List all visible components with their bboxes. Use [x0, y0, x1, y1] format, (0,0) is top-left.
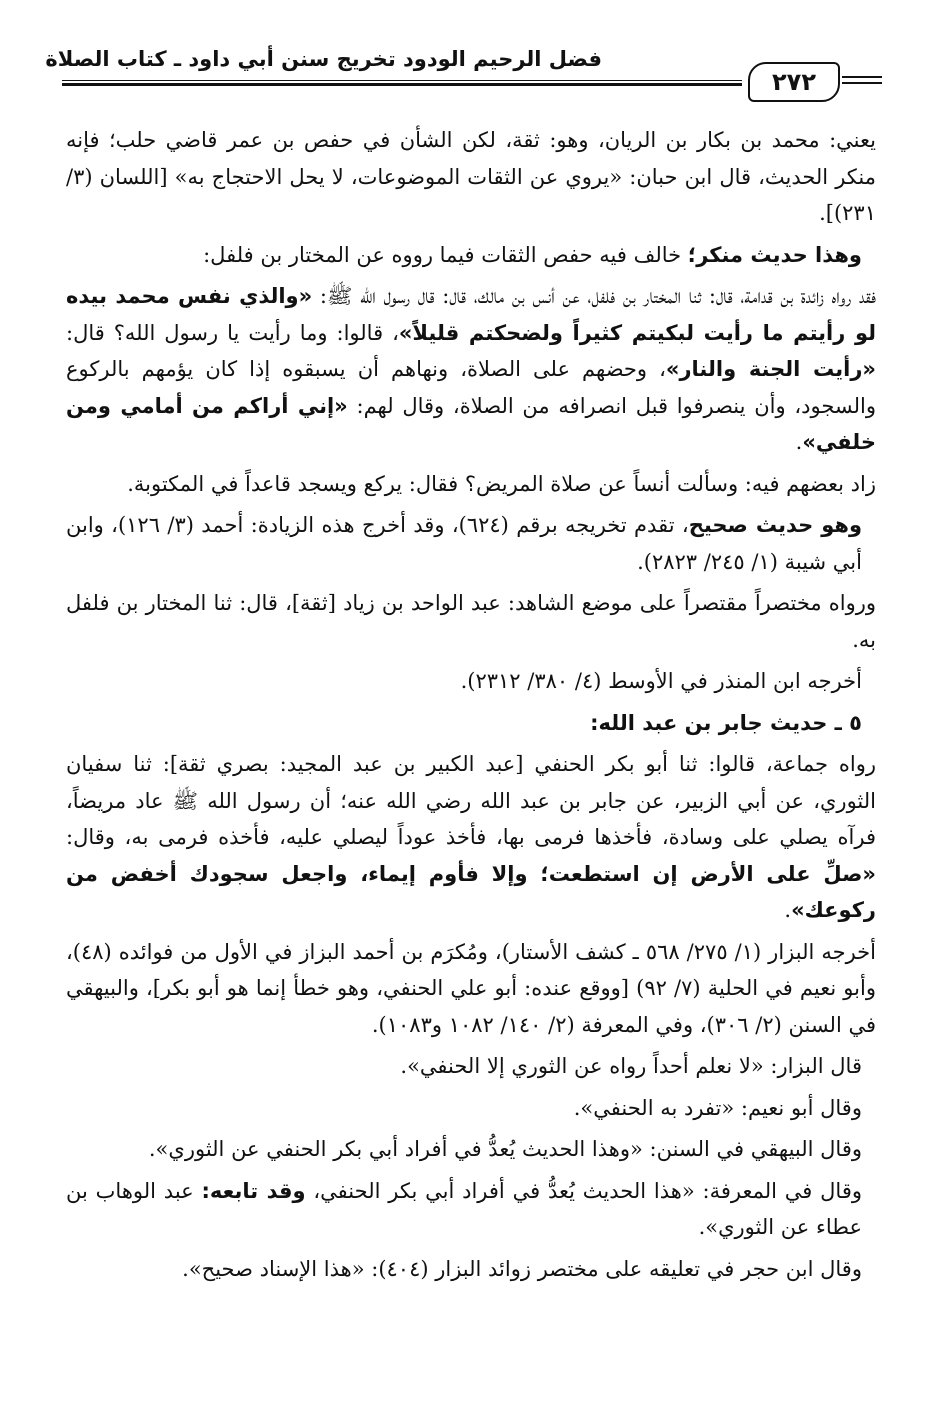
paragraph-ziyada	[66, 466, 876, 503]
text-segment: يعني: محمد بن بكار بن الريان، وهو: ثقة، لكن الشأن في حفص بن عمر قاضي حلب؛ فإنه منكر الحديث، قال ابن حبان: «يروي عن الثقات الموضوعات، لا يحل الاحتجاج به» [اللسان (٣/ ٢٣١)].	[66, 128, 876, 225]
header-rule-thin	[62, 80, 742, 81]
text-segment-bold: وهذا حديث منكر؛	[687, 242, 862, 267]
text-segment-bold: وقد تابعه:	[201, 1178, 306, 1203]
section-heading-jabir	[66, 705, 876, 742]
paragraph-mukhtasar	[66, 585, 876, 658]
text-segment: .	[795, 430, 803, 454]
text-segment: عبد الوهاب بن عطاء عن الثوري».	[66, 1178, 862, 1239]
paragraph-lisan-note	[66, 122, 876, 232]
paragraph-ibn-hajar	[66, 1251, 876, 1288]
paragraph-qala-abu-nuaym	[66, 1090, 876, 1127]
text-segment: .	[784, 898, 792, 922]
text-segment-bold: «صلِّ على الأرض إن استطعت؛ وإلا فأوم إيماء، واجعل سجودك أخفض من ركوعك»	[66, 861, 876, 922]
text-segment: أخرجه البزار (١/ ٢٧٥/ ٥٦٨ ـ كشف الأستار)، ومُكرَم بن أحمد البزاز في الأول من فوائده (٤٨)، وأبو نعيم في الحلية (٧/ ٩٢) [ووقع عنده: أبو علي الحنفي، وهو خطأ إنما هو أبو بكر]، والبيهقي في السنن (٢/ ٣٠٦)، وفي المعرفة (٢/ ١٤٠/ ١٠٨٢ و١٠٨٣).	[66, 939, 876, 1037]
text-segment: خالف فيه حفص الثقات فيما رووه عن المختار بن فلفل:	[203, 242, 688, 267]
text-segment: ، وحضهم على الصلاة، ونهاهم أن يسبقوه إذا كان يؤمهم بالركوع والسجود، وأن ينصرفوا قبل انصرافه من الصلاة، وقال لهم:	[66, 357, 876, 418]
paragraph-qala-bazzar	[66, 1048, 876, 1085]
header-title: فضل الرحيم الودود تخريج سنن أبي داود ـ كتاب الصلاة	[45, 47, 602, 71]
text-segment: فقد رواه زائدة بن قدامة، قال: ثنا المختار بن فلفل، عن أنس بن مالك، قال: قال رسول الله ﷺ:	[312, 284, 877, 308]
text-segment: وقال في المعرفة: «هذا الحديث يُعدُّ في أفراد أبي بكر الحنفي،	[305, 1178, 862, 1203]
text-segment: قال البزار: «لا نعلم أحداً رواه عن الثوري إلا الحنفي».	[400, 1054, 862, 1078]
text-segment: ، قالوا: وما رأيت يا رسول الله؟ قال:	[66, 320, 399, 345]
text-segment: زاد بعضهم فيه: وسألت أنساً عن صلاة المريض؟ فقال: يركع ويسجد قاعداً في المكتوبة.	[127, 471, 876, 496]
text-segment: ورواه مختصراً مقتصراً على موضع الشاهد: عبد الواحد بن زياد [ثقة]، قال: ثنا المختار بن فلفل به.	[66, 591, 876, 652]
text-segment-bold: «والذي نفس محمد بيده لو رأيتم ما رأيت لبكيتم كثيراً ولضحكتم قليلاً»	[66, 284, 876, 345]
paragraph-jabir-riwaya	[66, 746, 876, 929]
paragraph-ibn-mundhir	[66, 663, 876, 700]
text-segment-bold: «إني أراكم من أمامي ومن خلفي»	[66, 393, 876, 454]
page-number-badge	[748, 62, 840, 102]
text-segment: أخرجه ابن المنذر في الأوسط (٤/ ٣٨٠/ ٢٣١٢).	[460, 669, 862, 693]
header-rule-right-top	[842, 76, 882, 78]
text-segment-bold: ٥ ـ حديث جابر بن عبد الله:	[590, 710, 862, 735]
header-rule-right-bottom	[842, 82, 882, 84]
text-segment-bold: وهو حديث صحيح	[688, 513, 863, 537]
text-segment: وقال ابن حجر في تعليقه على مختصر زوائد البزار (٤٠٤): «هذا الإسناد صحيح».	[182, 1256, 862, 1281]
running-header	[45, 42, 882, 104]
header-rule-thick	[62, 83, 742, 86]
paragraph-munkar	[66, 237, 876, 274]
body-text	[66, 122, 876, 1292]
page-number: ٢٧٢	[772, 68, 816, 96]
paragraph-marifa	[66, 1173, 876, 1246]
paragraph-zaida-riwaya	[66, 278, 876, 461]
text-segment-bold: «رأيت الجنة والنار»	[665, 357, 877, 381]
text-segment: ، تقدم تخريجه برقم (٦٢٤)، وقد أخرج هذه الزيادة: أحمد (٣/ ١٢٦)، وابن أبي شيبة (١/ ٢٤٥/ ٢٨٢٣).	[66, 513, 862, 574]
text-segment: وقال أبو نعيم: «تفرد به الحنفي».	[573, 1095, 862, 1120]
text-segment: رواه جماعة، قالوا: ثنا أبو بكر الحنفي [عبد الكبير بن عبد المجيد: بصري ثقة]: ثنا سفيان الثوري، عن أبي الزبير، عن جابر بن عبد الله رضي الله عنه؛ أن رسول الله ﷺ عاد مريضاً، فرآه يصلي على وسادة، فأخذها فرمى بها، فأخذ عوداً ليصلي عليه، فأخذه فرمى به، وقال:	[66, 752, 876, 849]
paragraph-sahih	[66, 507, 876, 580]
paragraph-takhrij-bazzar	[66, 934, 876, 1044]
paragraph-qala-bayhaqi	[66, 1131, 876, 1168]
text-segment: وقال البيهقي في السنن: «وهذا الحديث يُعدُّ في أفراد أبي بكر الحنفي عن الثوري».	[148, 1137, 862, 1161]
